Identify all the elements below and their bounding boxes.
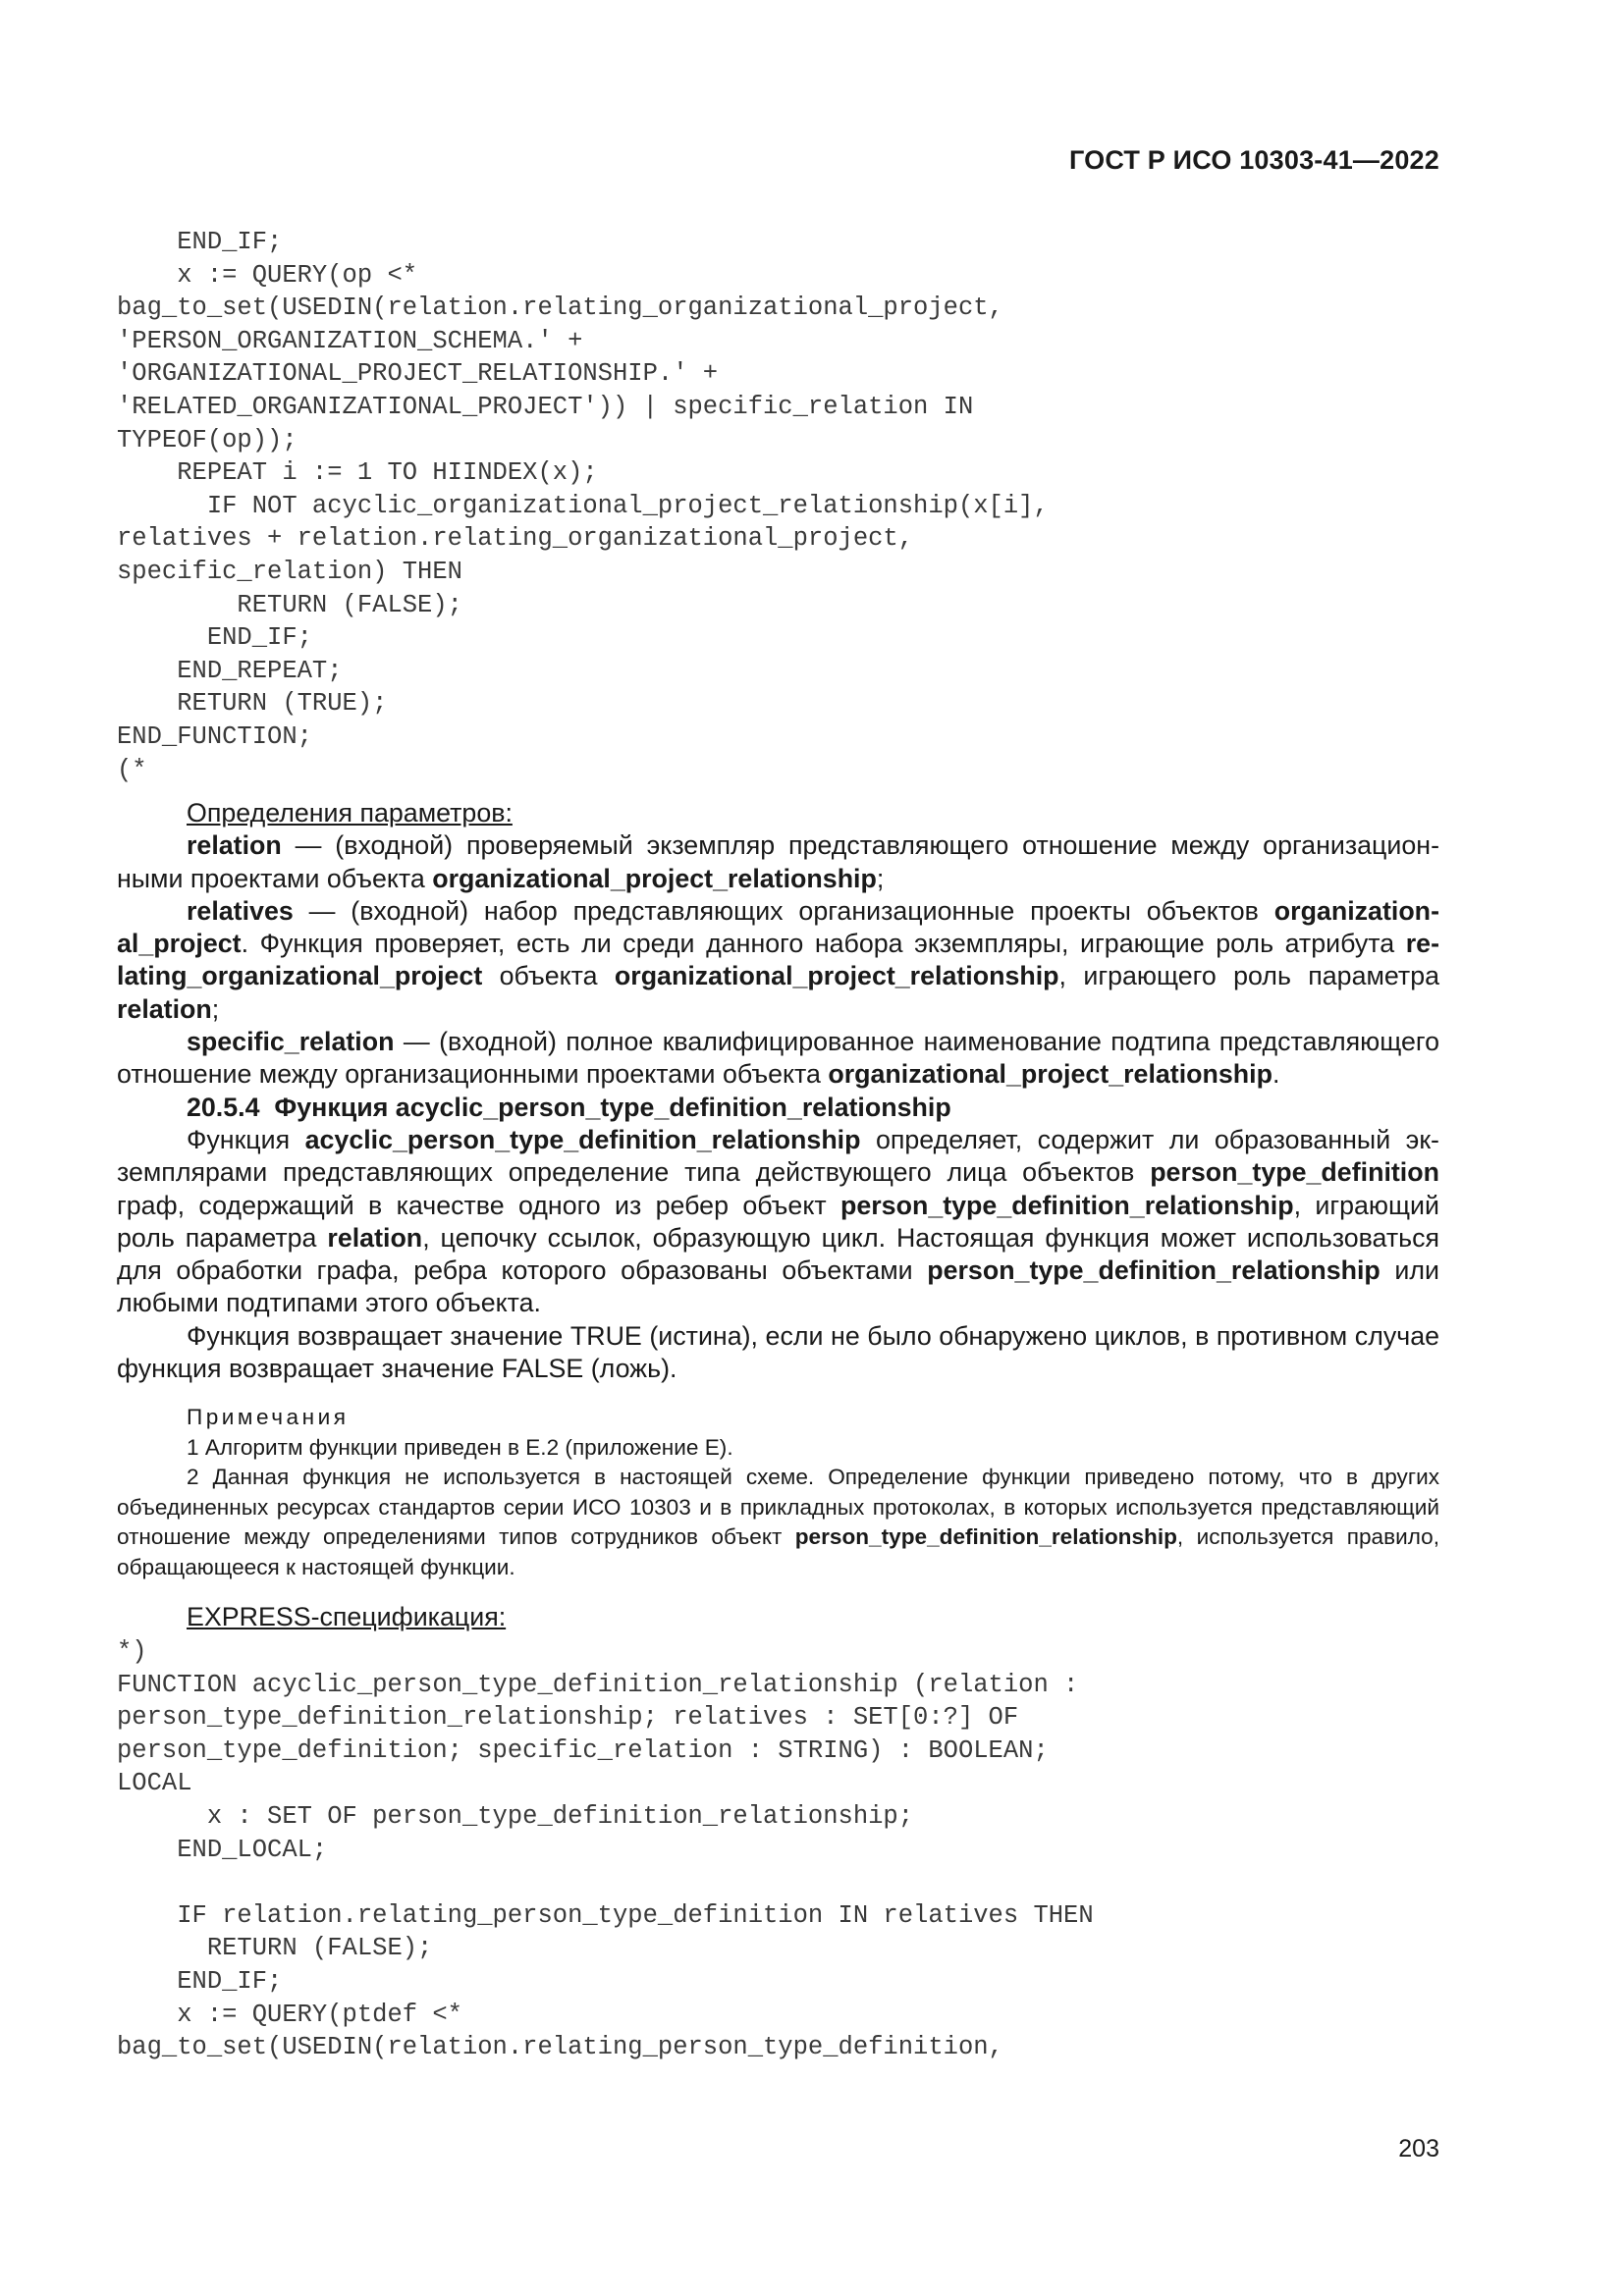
param-relation: relation — (входной) проверяемый экземпляр представляющего отношение между организационными проектами объекта organizational_project_relationship;	[117, 830, 1439, 893]
notes-title: Примечания	[187, 1405, 350, 1429]
code-line: IF relation.relating_person_type_definition IN relatives THEN	[117, 1900, 1094, 1930]
express-spec-title: EXPRESS-спецификация:	[187, 1602, 507, 1631]
code-line: END_REPEAT;	[117, 656, 343, 685]
code-line: TYPEOF(op));	[117, 425, 298, 454]
code-line: END_IF;	[117, 228, 283, 256]
code-line: 'ORGANIZATIONAL_PROJECT_RELATIONSHIP.' +	[117, 359, 719, 389]
code-line: person_type_definition_relationship; relatives : SET[0:?] OF	[117, 1703, 1019, 1733]
function-return-description: Функция возвращает значение TRUE (истина), если не было обнаружено циклов, в противном случае функция возвращает значение FALSE (ложь).	[117, 1320, 1439, 1384]
parameters-section	[117, 797, 1439, 1385]
section-heading: 20.5.4 Функция acyclic_person_type_definition_relationship	[187, 1092, 951, 1122]
code-line: x := QUERY(op <*	[117, 260, 418, 290]
page-number: 203	[1398, 2135, 1439, 2163]
express-code-block-2	[117, 1635, 1452, 2064]
code-line: x := QUERY(ptdef <*	[117, 2000, 462, 2029]
standard-header: ГОСТ Р ИСО 10303-41—2022	[1069, 145, 1439, 175]
code-line: RETURN (FALSE);	[117, 1934, 433, 1963]
param-specific-relation: specific_relation — (входной) полное квалифицированное наименование подтипа представляющего отношение между организационными проектами объекта organizational_project_relationship.	[117, 1027, 1439, 1090]
code-line: END_IF;	[117, 1966, 283, 1996]
code-line: (*	[117, 755, 147, 784]
code-line: *)	[117, 1637, 147, 1666]
code-line: REPEAT i := 1 TO HIINDEX(x);	[117, 458, 598, 488]
notes-block	[117, 1403, 1439, 1582]
code-line: bag_to_set(USEDIN(relation.relating_person_type_definition,	[117, 2033, 1003, 2062]
express-code-block-1	[117, 226, 1452, 786]
code-line: bag_to_set(USEDIN(relation.relating_organizational_project,	[117, 294, 1003, 323]
code-line: specific_relation) THEN	[117, 557, 462, 586]
params-title: Определения параметров:	[187, 798, 513, 828]
express-spec-title-row	[117, 1601, 1439, 1633]
code-line: END_IF;	[117, 623, 312, 653]
code-line: x : SET OF person_type_definition_relationship;	[117, 1801, 914, 1831]
code-line: relatives + relation.relating_organizational_project,	[117, 524, 914, 554]
code-line: IF NOT acyclic_organizational_project_relationship(x[i],	[117, 491, 1049, 520]
code-line: FUNCTION acyclic_person_type_definition_relationship (relation :	[117, 1670, 1079, 1699]
note-1: 1 Алгоритм функции приведен в Е.2 (приложение Е).	[187, 1434, 733, 1460]
code-line: 'RELATED_ORGANIZATIONAL_PROJECT')) | specific_relation IN	[117, 392, 974, 421]
code-line: END_FUNCTION;	[117, 721, 312, 751]
code-line: 'PERSON_ORGANIZATION_SCHEMA.' +	[117, 326, 583, 355]
code-line: RETURN (TRUE);	[117, 689, 388, 719]
code-line: person_type_definition; specific_relation : STRING) : BOOLEAN;	[117, 1735, 1049, 1765]
param-relatives: relatives — (входной) набор представляющих организационные проекты объектов organizational_project. Функция проверяет, есть ли среди данного набора экземпляры, играющие роль атрибута relating_organizational_project объекта organizational_project_relationship, играющего роль параметра relation;	[117, 895, 1439, 1024]
code-line: LOCAL	[117, 1769, 192, 1798]
note-2: 2 Данная функция не используется в настоящей схеме. Определение функции приведено потому, что в других объединенных ресурсах стандартов серии ИСО 10303 и в прикладных протоколах, в которых используется представляющий отношение между определениями типов сотрудников объект person_type_definition_relationship, используется правило, обращающееся к настоящей функции.	[117, 1465, 1439, 1579]
code-line: RETURN (FALSE);	[117, 590, 462, 619]
function-description: Функция acyclic_person_type_definition_relationship определяет, содержит ли образованный экземплярами представляющих определение типа действующего лица объектов person_type_definition граф, содержащий в качестве одного из ребер объект person_type_definition_relationship, играющий роль параметра relation, цепочку ссылок, образующую цикл. Настоящая функция может использоваться для обработки графа, ребра которого образованы объектами person_type_definition_relationship или любыми подтипами этого объекта.	[117, 1124, 1439, 1318]
code-line: END_LOCAL;	[117, 1835, 328, 1864]
